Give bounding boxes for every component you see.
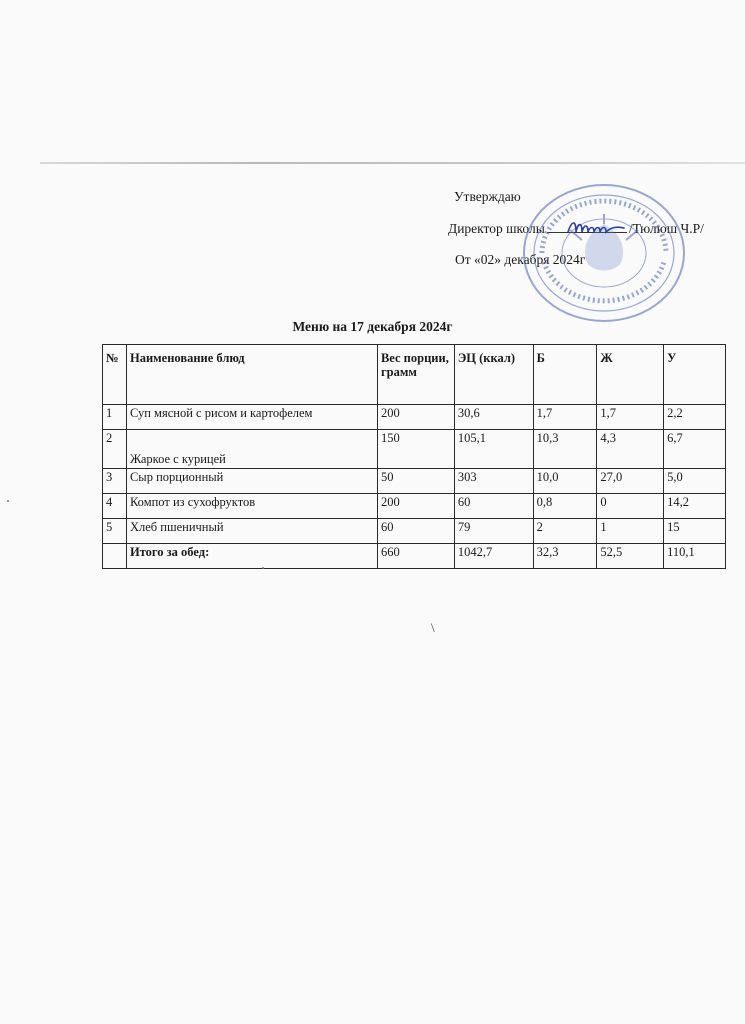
cell-energy: 60 bbox=[454, 494, 533, 519]
table-row bbox=[103, 405, 726, 430]
cell-number: 1 bbox=[103, 405, 127, 430]
total-weight: 660 bbox=[377, 544, 454, 569]
header-dish-name: Наименование блюд bbox=[126, 345, 377, 405]
scan-speck bbox=[262, 567, 264, 569]
total-label: Итого за обед: bbox=[126, 544, 377, 569]
menu-title: Меню на 17 декабря 2024г bbox=[292, 319, 453, 334]
table-total-row bbox=[103, 544, 726, 569]
cell-protein: 0,8 bbox=[533, 494, 597, 519]
director-name: /Тюлюш Ч.Р/ bbox=[628, 221, 704, 236]
round-seal-icon bbox=[520, 182, 688, 324]
cell-fat: 1 bbox=[597, 519, 664, 544]
page-edge-line bbox=[40, 162, 745, 164]
cell-energy: 30,6 bbox=[454, 405, 533, 430]
total-energy: 1042,7 bbox=[454, 544, 533, 569]
table-row bbox=[103, 469, 726, 494]
header-fat: Ж bbox=[597, 345, 664, 405]
scan-speck bbox=[7, 500, 9, 502]
stray-mark: \ bbox=[431, 620, 435, 635]
table-row bbox=[103, 430, 726, 469]
table-header-row bbox=[103, 345, 726, 405]
cell-energy: 105,1 bbox=[454, 430, 533, 469]
total-protein: 32,3 bbox=[533, 544, 597, 569]
cell-fat: 4,3 bbox=[597, 430, 664, 469]
total-fat: 52,5 bbox=[597, 544, 664, 569]
table-row bbox=[103, 494, 726, 519]
header-portion-weight: Вес порции, грамм bbox=[377, 345, 454, 405]
cell-number: 4 bbox=[103, 494, 127, 519]
cell-protein: 1,7 bbox=[533, 405, 597, 430]
handwritten-signature bbox=[566, 216, 626, 240]
cell-dish-name: Хлеб пшеничный bbox=[126, 519, 377, 544]
cell-energy: 79 bbox=[454, 519, 533, 544]
cell-weight: 200 bbox=[377, 405, 454, 430]
menu-table bbox=[102, 344, 726, 569]
header-energy: ЭЦ (ккал) bbox=[454, 345, 533, 405]
cell-protein: 10,3 bbox=[533, 430, 597, 469]
approval-date: От «02» декабря 2024г bbox=[455, 252, 586, 267]
header-carbs: У bbox=[664, 345, 726, 405]
header-number: № bbox=[103, 345, 127, 405]
header-protein: Б bbox=[533, 345, 597, 405]
cell-energy: 303 bbox=[454, 469, 533, 494]
cell-fat: 27,0 bbox=[597, 469, 664, 494]
cell-number bbox=[103, 544, 127, 569]
cell-weight: 200 bbox=[377, 494, 454, 519]
cell-carbs: 2,2 bbox=[664, 405, 726, 430]
cell-dish-name: Жаркое с курицей bbox=[126, 430, 377, 469]
cell-number: 3 bbox=[103, 469, 127, 494]
cell-dish-name: Суп мясной с рисом и картофелем bbox=[126, 405, 377, 430]
cell-weight: 60 bbox=[377, 519, 454, 544]
cell-fat: 0 bbox=[597, 494, 664, 519]
cell-carbs: 6,7 bbox=[664, 430, 726, 469]
cell-dish-name: Компот из сухофруктов bbox=[126, 494, 377, 519]
cell-fat: 1,7 bbox=[597, 405, 664, 430]
cell-weight: 50 bbox=[377, 469, 454, 494]
cell-carbs: 5,0 bbox=[664, 469, 726, 494]
cell-weight: 150 bbox=[377, 430, 454, 469]
director-prefix: Директор школы bbox=[448, 221, 545, 236]
cell-dish-name: Сыр порционный bbox=[126, 469, 377, 494]
total-carbs: 110,1 bbox=[664, 544, 726, 569]
cell-protein: 2 bbox=[533, 519, 597, 544]
cell-carbs: 14,2 bbox=[664, 494, 726, 519]
table-row bbox=[103, 519, 726, 544]
cell-number: 5 bbox=[103, 519, 127, 544]
cell-protein: 10,0 bbox=[533, 469, 597, 494]
approve-label: Утверждаю bbox=[454, 189, 521, 204]
cell-carbs: 15 bbox=[664, 519, 726, 544]
cell-number: 2 bbox=[103, 430, 127, 469]
